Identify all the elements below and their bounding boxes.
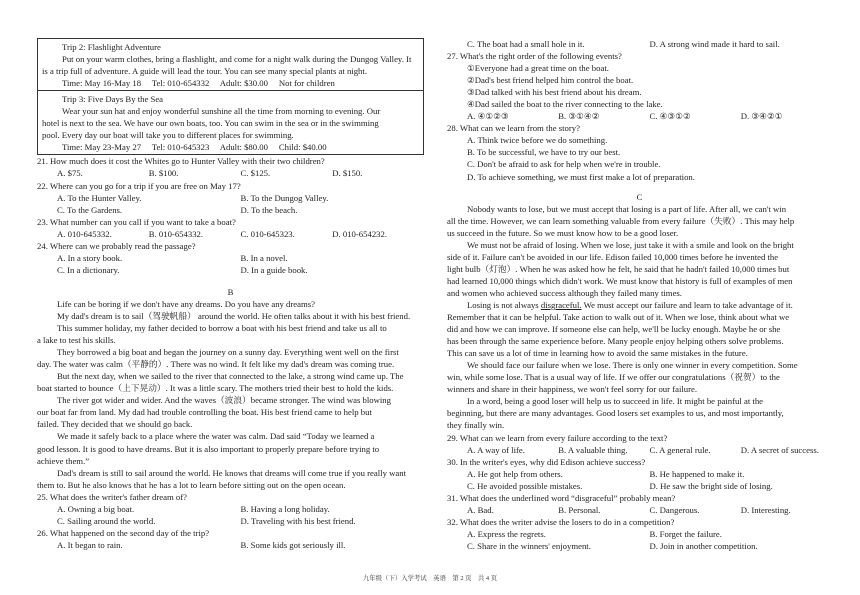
options-row [37, 228, 424, 240]
options-row [447, 444, 832, 456]
option[interactable]: A. ④①②③ [467, 111, 509, 122]
option[interactable]: C. A general rule. [649, 444, 711, 455]
q27-options [447, 110, 832, 122]
option[interactable]: A. He got help from others. [467, 468, 563, 479]
passage-line: had learned 10,000 things which didn't work. We must know that history is full of examples of men [447, 275, 793, 286]
passage-line: our boat far from land. My dad had trouble controlling the boat. His best friend came to help but [37, 407, 372, 418]
question-stem: 21. How much does it cost the Whites go to Hunter Valley with their two children? [37, 156, 325, 167]
options-row [37, 167, 424, 179]
options-row [447, 504, 832, 516]
event-item: ①Everyone had a great time on the boat. [467, 63, 609, 74]
options-row [37, 515, 424, 527]
underlined-word: disgraceful. [540, 299, 582, 310]
trip3-line: hotel is next to the sea. We have our own boats, too. You can swim in the sea or in the swimming [42, 118, 379, 129]
passage-line: beginning, but there are many advantages. Good losers set examples to us, and most importantly, [447, 408, 784, 419]
option[interactable]: A. It began to rain. [57, 539, 123, 550]
trip3-box [37, 91, 424, 155]
passage-line: They borrowed a big boat and began the journey on a sunny day. Everything went well on the first [57, 347, 399, 358]
question-stem: 25. What does the writer's father dream of? [37, 491, 187, 502]
option[interactable]: C. The boat had a small hole in it. [467, 39, 585, 49]
passage-line: We made it safely back to a place where the water was calm. Dad said “Today we learned a [57, 431, 375, 442]
question-27: 27. What's the right order of the following events? [447, 51, 622, 62]
option[interactable]: D. A secret of success. [740, 444, 819, 455]
option[interactable]: A. Owning a big boat. [57, 503, 135, 514]
option[interactable]: D. To achieve something, we must first make a lot of preparation. [467, 171, 695, 182]
passage-line: and women who achieved success although they failed many times. [447, 287, 682, 298]
options-row [447, 528, 832, 540]
passage-line: has been through the same experience before. Many people enjoy helping others solve problems. [447, 336, 784, 347]
option[interactable]: B. ③①④② [558, 111, 600, 122]
passage-line [447, 299, 832, 311]
passage-line: boat started to bounce（上下晃动）. It was a little scary. The mothers tried their best to hold the kids. [37, 383, 394, 394]
question-stem: 31. What does the underlined word “disgraceful” probably mean? [447, 492, 676, 503]
passage-line: In a word, being a good loser will help us to succeed in life. It might be painful at the [467, 396, 764, 407]
option[interactable]: A. Bad. [467, 504, 494, 515]
option[interactable]: B. Forget the failure. [649, 528, 722, 539]
section-b-heading: B [227, 286, 234, 297]
passage-line: We must not be afraid of losing. When we lose, just take it with a smile and look on the bright [467, 239, 794, 250]
question-stem: 22. Where can you go for a trip if you are free on May 17? [37, 180, 241, 191]
option[interactable]: C. $125. [240, 168, 271, 179]
option[interactable]: C. Dangerous. [649, 504, 700, 515]
option[interactable]: B. Some kids got seriously ill. [240, 539, 346, 550]
question-stem: 23. What number can you call if you want to take a boat? [37, 216, 236, 227]
option[interactable]: B. To the Dungog Valley. [240, 192, 329, 203]
option[interactable]: D. $150. [332, 168, 363, 179]
option[interactable]: B. To be successful, we have to try our best. [467, 147, 621, 158]
passage-line: good lesson. It is good to have dreams. But it is also important to properly prepare before trying to [37, 443, 380, 454]
question-stem: 29. What can we learn from every failure according to the text? [447, 432, 668, 443]
section-b-passage [37, 298, 424, 491]
passage-line: Remember that it can be helpful. Take action to walk out of it. When we lose, think about what we [447, 312, 790, 323]
passage-line: us succeed in the future. So we must know how to be a good loser. [447, 227, 679, 238]
passage-line: light bulb（灯泡）. When he was asked how he felt, he said that he hadn't failed 10,000 times but [447, 263, 790, 274]
option[interactable]: C. Share in the winners' enjoyment. [467, 540, 591, 551]
passage-line: did and how we can improve. If someone else can help, we'll be lucky enough. Maybe he or she [447, 324, 781, 335]
option[interactable]: D. 010-654232. [332, 228, 388, 239]
option[interactable]: D. To the beach. [240, 204, 298, 215]
option[interactable]: D. He saw the bright side of losing. [649, 480, 773, 491]
trip3-line: pool. Every day our boat will take you to different places for swimming. [42, 130, 294, 141]
option[interactable]: A. Express the regrets. [467, 528, 546, 539]
trip2-line: Put on your warm clothes, bring a flashlight, and come for a night walk during the Dungog Valley. It [62, 54, 412, 65]
options-row [37, 204, 424, 216]
passage-line: side of it. Failure can't be avoided in our life. Edison failed 10,000 times before he invented the [447, 251, 779, 262]
option[interactable]: B. He happened to make it. [649, 468, 745, 479]
trip2-line: is a trip full of adventure. A guide will lead the tour. You can see many special plants at night. [42, 66, 367, 77]
passage-line: Nobody wants to lose, but we must accept that losing is a part of life. After all, we can't win [467, 203, 787, 214]
event-item: ③Dad talked with his best friend about his dream. [467, 87, 642, 98]
passage-line: a lake to test his skills. [37, 335, 116, 346]
option[interactable]: D. ③④②① [740, 111, 783, 122]
passage-line: But the next day, when we sailed to the river that connected to the lake, a strong wind came up. The [57, 371, 404, 382]
option[interactable]: C. He avoided possible mistakes. [467, 480, 583, 491]
option[interactable]: C. Don't be afraid to ask for help when we're in trouble. [467, 159, 661, 170]
option[interactable]: C. Sailing around the world. [57, 515, 156, 526]
option[interactable]: D. Interesting. [740, 504, 791, 515]
options-row [37, 264, 424, 276]
event-item: ②Dad's best friend helped him control the boat. [467, 75, 634, 86]
trip3-line: Wear your sun hat and enjoy wonderful sunshine all the time from morning to evening. Our [62, 106, 381, 117]
passage-line: The river got wider and wider. And the waves（波浪）became stronger. The wind was blowing [57, 395, 391, 406]
passage-line: day. The water was calm（平静的）. There was no wind. It felt like my dad's dream was coming true. [37, 359, 395, 370]
options-row [37, 503, 424, 515]
passage-line: achieve them.” [37, 455, 90, 466]
option[interactable]: A. A way of life. [467, 444, 525, 455]
left-column [37, 38, 424, 551]
questions-a [37, 155, 424, 275]
passage-line: win, while some lose. That is a usual way of life. If we offer our congratulations（祝贺）to the [447, 372, 780, 383]
option[interactable]: D. Join in another competition. [649, 540, 758, 551]
option[interactable]: A. 010-645332. [57, 228, 112, 239]
option[interactable]: A. Think twice before we do something. [467, 135, 608, 146]
passage-line: This can save us a lot of time in learning how to avoid the same mistakes in the future. [447, 348, 748, 359]
questions-c [447, 432, 832, 552]
page-footer: 九年级（下）入学考试 英语 第 2 页 共 4 页 [362, 575, 498, 582]
option[interactable]: D. Traveling with his best friend. [240, 515, 356, 526]
question-stem: 32. What does the writer advise the losers to do in a competition? [447, 516, 675, 527]
options-row [37, 252, 424, 264]
passage-line: they finally win. [447, 420, 505, 431]
passage-line: them to. But he also knows that he has a lot to learn before sitting out on the open ocean. [37, 479, 346, 490]
option[interactable]: C. To the Gardens. [57, 204, 123, 215]
option[interactable]: B. $100. [148, 168, 179, 179]
option[interactable]: A. In a story book. [57, 252, 123, 263]
trip2-info: Time: May 16-May 18 Tel: 010-654332 Adult: $30.00 Not for children [62, 78, 335, 89]
trip3-info: Time: May 23-May 27 Tel: 010-645323 Adult: $80.00 Child: $40.00 [62, 142, 327, 153]
option[interactable]: A. To the Hunter Valley. [57, 192, 142, 203]
passage-line: This summer holiday, my father decided to borrow a boat with his best friend and take us all to [57, 323, 387, 334]
question-stem: 24. Where can we probably read the passage? [37, 240, 196, 251]
question-stem: 26. What happened on the second day of the trip? [37, 527, 210, 538]
option[interactable]: B. 010-654332. [148, 228, 204, 239]
question-28: 28. What can we learn from the story? [447, 123, 580, 134]
passage-line: Life can be boring if we don't have any dreams. Do you have any dreams? [57, 298, 315, 309]
options-row [447, 540, 832, 552]
options-row [447, 480, 832, 492]
passage-line: all the time. However, we can learn something valuable from every failure（失败）. This may help [447, 215, 795, 226]
option[interactable]: B. Having a long holiday. [240, 503, 330, 514]
section-c-passage [447, 203, 832, 432]
questions-b [37, 491, 424, 551]
passage-line: failed. They decided that we should go back. [37, 419, 193, 430]
trip2-box [37, 38, 424, 91]
passage-line: We should face our failure when we lose. There is only one winner in every competition. Some [467, 360, 798, 371]
option[interactable]: D. In a guide book. [240, 264, 308, 275]
question-stem: 30. In the writer's eyes, why did Edison achieve success? [447, 456, 646, 467]
passage-line: My dad's dream is to sail（驾驶帆船） around the world. He often talks about it with his best friend. [57, 310, 411, 321]
options-row [37, 539, 424, 551]
option[interactable]: A. $75. [57, 168, 83, 179]
option[interactable]: B. Personal. [558, 504, 601, 515]
options-row [447, 468, 832, 480]
passage-line: Dad's dream is still to sail around the world. He knows that dreams will come true if you really want [57, 467, 406, 478]
q26-options-rest [447, 38, 832, 50]
option[interactable]: D. A strong wind made it hard to sail. [649, 39, 780, 49]
right-column [447, 38, 832, 552]
passage-line: winners and share in their happiness, we won't feel sorry for our failure. [447, 384, 698, 395]
option[interactable]: B. In a novel. [240, 252, 288, 263]
passage-text: Losing is not always [467, 299, 541, 310]
option[interactable]: B. A valuable thing. [558, 444, 628, 455]
event-item: ④Dad sailed the boat to the river connecting to the lake. [467, 99, 663, 110]
trip2-title: Trip 2: Flashlight Adventure [62, 42, 161, 52]
option[interactable]: C. 010-645323. [240, 228, 295, 239]
option[interactable]: C. ④③①② [649, 111, 691, 122]
passage-text: We must accept our failure and learn to take advantage of it. [581, 299, 793, 310]
option[interactable]: C. In a dictionary. [57, 264, 120, 275]
options-row [37, 192, 424, 204]
section-c-heading: C [636, 191, 643, 202]
trip3-title: Trip 3: Five Days By the Sea [62, 94, 164, 105]
